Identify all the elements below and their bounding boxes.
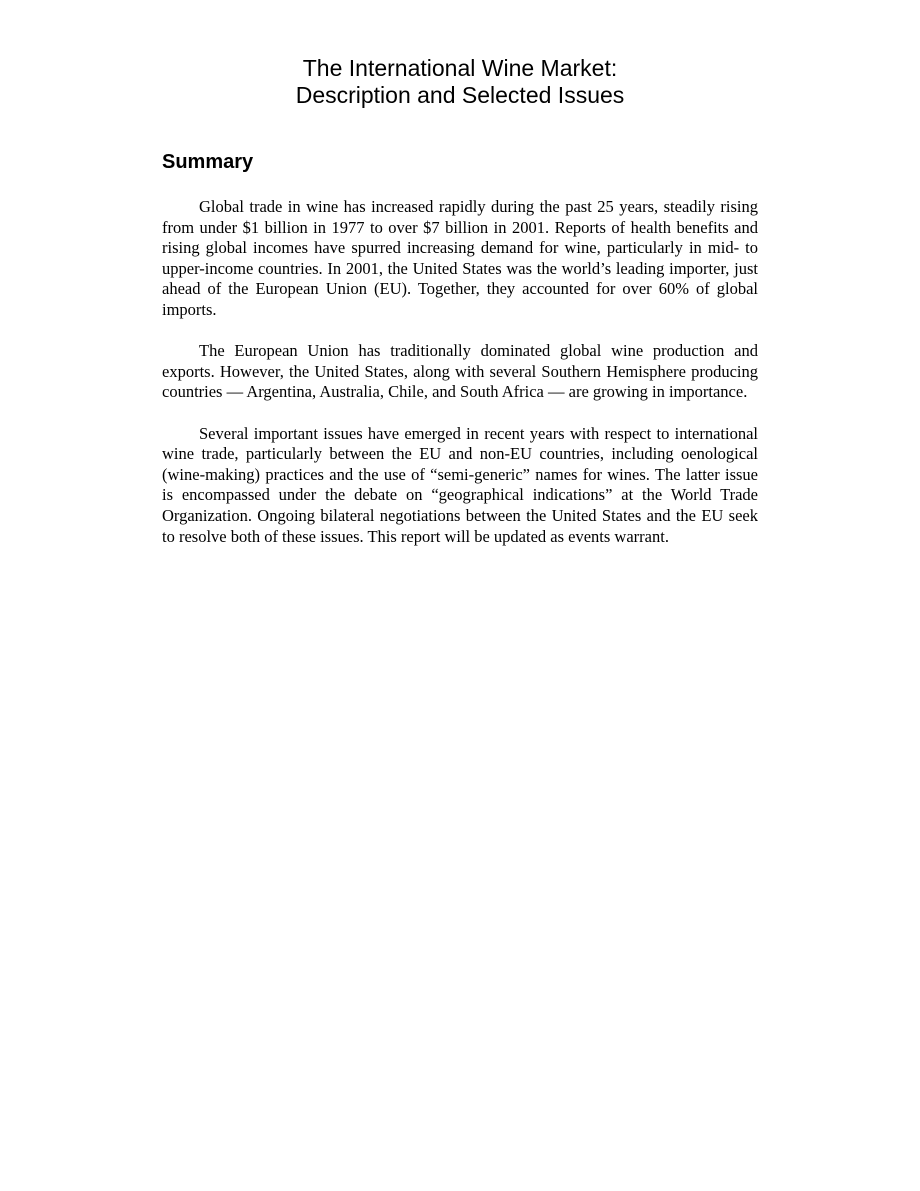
document-title [162,55,758,109]
section-heading-summary: Summary [162,151,254,173]
document-page [162,55,758,547]
title-line-1: The International Wine Market: [302,55,618,81]
summary-paragraph-3: Several important issues have emerged in recent years with respect to international wine trade, particularly between the EU and non-EU countries, including oenological (wine-making) practices and the use of “semi-generic” names for wines. The latter issue is encompassed under the debate on “geographical indications” at the World Trade Organization. Ongoing bilateral negotiations between the United States and the EU seek to resolve both of these issues. This report will be updated as events warrant. [162,423,758,546]
summary-paragraph-1: Global trade in wine has increased rapidly during the past 25 years, steadily rising from under $1 billion in 1977 to over $7 billion in 2001. Reports of health benefits and rising global incomes have spurred increasing demand for wine, particularly in mid- to upper-income countries. In 2001, the United States was the world’s leading importer, just ahead of the European Union (EU). Together, they accounted for over 60% of global imports. [162,197,758,319]
title-line-2: Description and Selected Issues [295,82,625,108]
summary-paragraph-2: The European Union has traditionally dominated global wine production and exports. However, the United States, along with several Southern Hemisphere producing countries — Argentina, Australia, Chile, and South Africa — are growing in importance. [162,341,758,402]
